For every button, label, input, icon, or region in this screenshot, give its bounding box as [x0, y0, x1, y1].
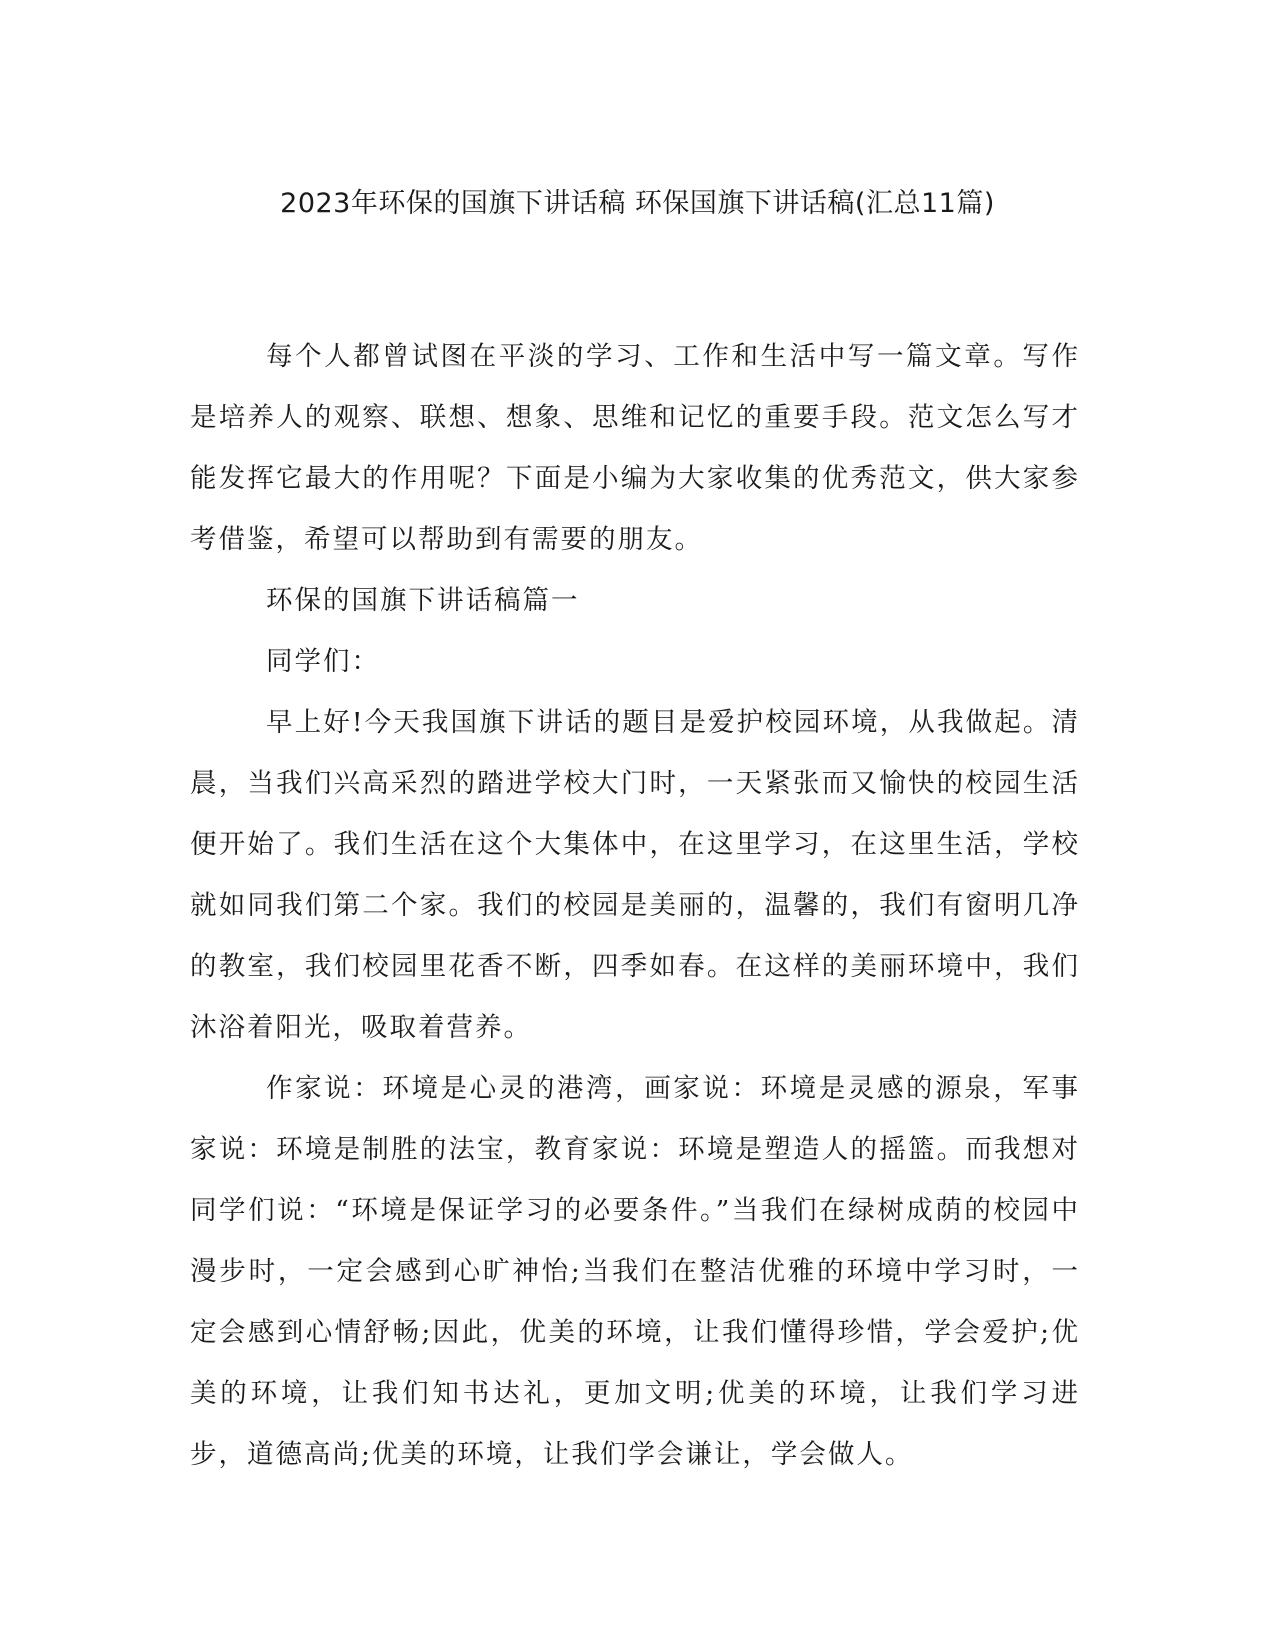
- body-paragraph: 作家说：环境是心灵的港湾，画家说：环境是灵感的源泉，军事家说：环境是制胜的法宝，教育家说：环境是塑造人的摇篮。而我想对同学们说：“环境是保证学习的必要条件。”当我们在绿树成荫的校园中漫步时，一定会感到心旷神怡;当我们在整洁优雅的环境中学习时，一定会感到心情舒畅;因此，优美的环境，让我们懂得珍惜，学会爱护;优美的环境，让我们知书达礼，更加文明;优美的环境，让我们学习进步，道德高尚;优美的环境，让我们学会谦让，学会做人。: [190, 1073, 1080, 1470]
- body-paragraph: 早上好!今天我国旗下讲话的题目是爱护校园环境，从我做起。清晨，当我们兴高采烈的踏进学校大门时，一天紧张而又愉快的校园生活便开始了。我们生活在这个大集体中，在这里学习，在这里生活，学校就如同我们第二个家。我们的校园是美丽的，温馨的，我们有窗明几净的教室，我们校园里花香不断，四季如春。在这样的美丽环境中，我们沐浴着阳光，吸取着营养。: [190, 707, 1080, 1043]
- document-body: [190, 326, 1080, 1485]
- section-heading: 环保的国旗下讲话稿篇一: [266, 585, 580, 616]
- intro-paragraph: 每个人都曾试图在平淡的学习、工作和生活中写一篇文章。写作是培养人的观察、联想、想象、思维和记忆的重要手段。范文怎么写才能发挥它最大的作用呢？下面是小编为大家收集的优秀范文，供大家参考借鉴，希望可以帮助到有需要的朋友。: [190, 341, 1080, 555]
- document-title: 2023年环保的国旗下讲话稿 环保国旗下讲话稿(汇总11篇): [280, 188, 995, 219]
- salutation: 同学们：: [266, 646, 380, 677]
